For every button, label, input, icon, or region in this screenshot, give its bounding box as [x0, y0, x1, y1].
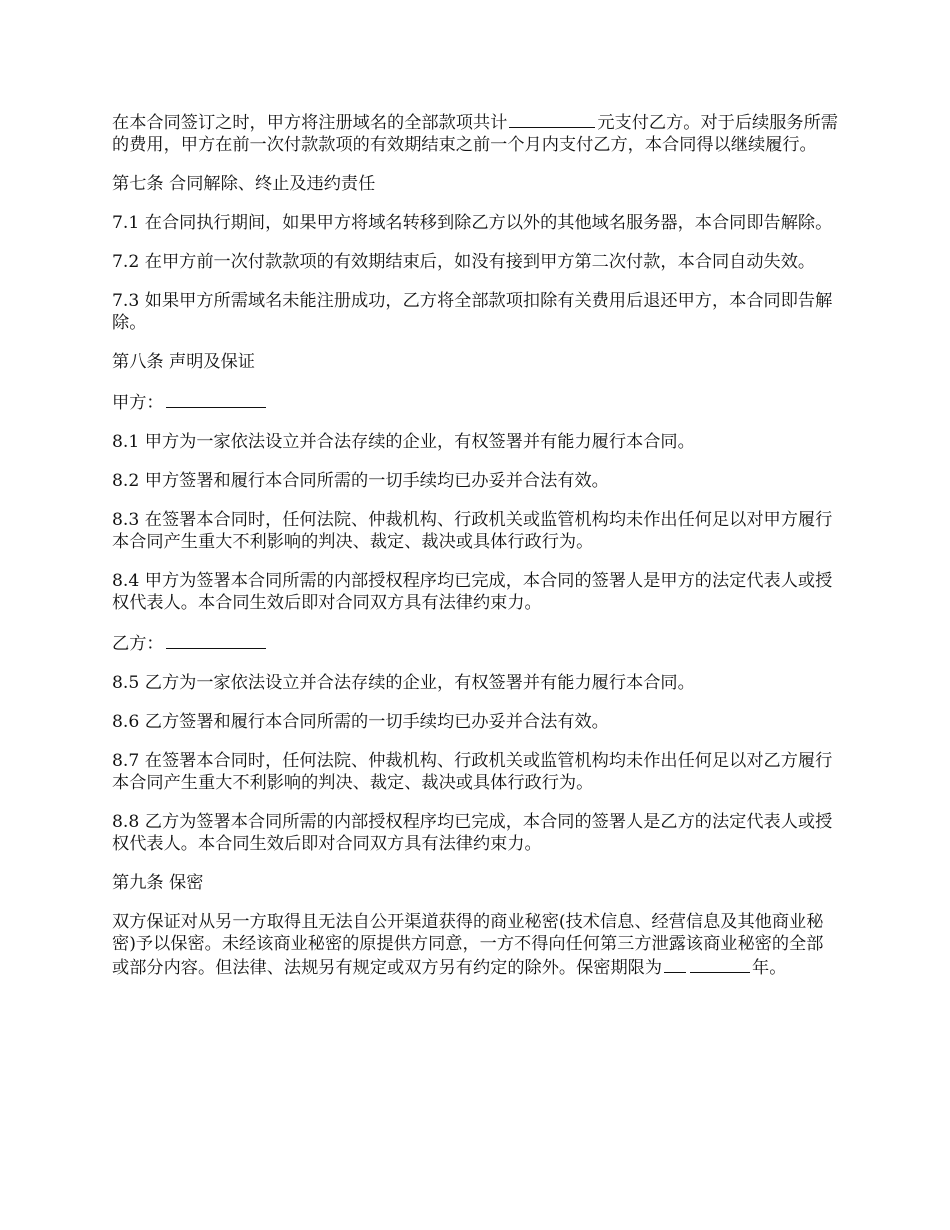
party-b-line	[112, 631, 840, 655]
confidentiality-text-end: 年。	[752, 958, 787, 978]
payment-text-start: 在本合同签订之时，甲方将注册域名的全部款项共计	[112, 113, 508, 133]
clause-8-5: 8.5 乙方为一家依法设立并合法存续的企业，有权签署并有能力履行本合同。	[112, 673, 695, 693]
clause-8-7: 8.7 在签署本合同时，任何法院、仲裁机构、行政机关或监管机构均未作出任何足以对乙方履行本合同产生重大不利影响的判决、裁定、裁决或具体行政行为。	[112, 751, 833, 793]
clause-8-3: 8.3 在签署本合同时，任何法院、仲裁机构、行政机关或监管机构均未作出任何足以对甲方履行本合同产生重大不利影响的判决、裁定、裁决或具体行政行为。	[112, 510, 833, 552]
confidentiality-paragraph	[112, 911, 840, 979]
section-9-title: 第九条 保密	[112, 873, 204, 893]
clause-8-8: 8.8 乙方为签署本合同所需的内部授权程序均已完成，本合同的签署人是乙方的法定代表人或授权代表人。本合同生效后即对合同双方具有法律约束力。	[112, 812, 833, 854]
party-a-label: 甲方：	[112, 393, 164, 413]
confidentiality-text: 双方保证对从另一方取得且无法自公开渠道获得的商业秘密(技术信息、经营信息及其他商业秘密)予以保密。未经该商业秘密的原提供方同意，一方不得向任何第三方泄露该商业秘密的全部或部分内容。但法律、法规另有规定或双方另有约定的除外。保密期限为	[112, 912, 824, 978]
clause-8-6: 8.6 乙方签署和履行本合同所需的一切手续均已办妥并合法有效。	[112, 712, 609, 732]
section-8-title: 第八条 声明及保证	[112, 352, 255, 372]
clause-7-1: 7.1 在合同执行期间，如果甲方将域名转移到除乙方以外的其他域名服务器，本合同即告解除。	[112, 213, 833, 233]
party-a-line	[112, 390, 840, 414]
payment-text-end: 元支付乙方。对于后续服务所需的费用，甲方在前一次付款款项的有效期结束之前一个月内支付乙方，本合同得以继续履行。	[112, 113, 838, 155]
clause-7-2: 7.2 在甲方前一次付款款项的有效期结束后，如没有接到甲方第二次付款，本合同自动失效。	[112, 252, 816, 272]
payment-paragraph	[112, 110, 840, 156]
clause-8-2: 8.2 甲方签署和履行本合同所需的一切手续均已办妥并合法有效。	[112, 471, 609, 491]
clause-7-3: 7.3 如果甲方所需域名未能注册成功，乙方将全部款项扣除有关费用后退还甲方，本合同即告解除。	[112, 291, 833, 333]
party-a-blank[interactable]	[166, 390, 266, 408]
term-blank-part1[interactable]	[664, 955, 686, 973]
clause-8-1: 8.1 甲方为一家依法设立并合法存续的企业，有权签署并有能力履行本合同。	[112, 432, 695, 452]
document-page	[112, 110, 840, 996]
party-b-blank[interactable]	[166, 631, 266, 649]
party-b-label: 乙方：	[112, 634, 164, 654]
amount-blank[interactable]	[509, 110, 595, 128]
term-blank-part2[interactable]	[690, 955, 750, 973]
section-7-title: 第七条 合同解除、终止及违约责任	[112, 174, 376, 194]
clause-8-4: 8.4 甲方为签署本合同所需的内部授权程序均已完成，本合同的签署人是甲方的法定代表人或授权代表人。本合同生效后即对合同双方具有法律约束力。	[112, 571, 833, 613]
